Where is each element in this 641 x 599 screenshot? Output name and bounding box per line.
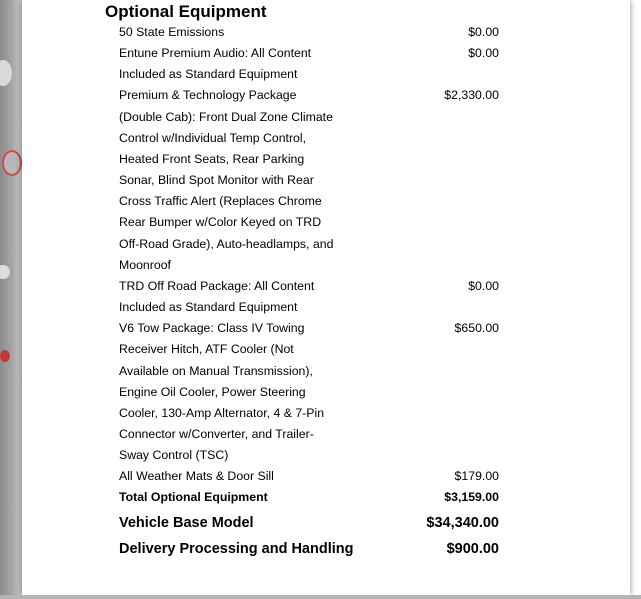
delivery-label: Delivery Processing and Handling [119, 540, 354, 557]
background-blur-shape [0, 350, 10, 362]
equipment-row [119, 276, 499, 318]
section-title: Optional Equipment [105, 2, 267, 21]
item-description: Premium & Technology Package (Double Cab): Front Dual Zone Climate Control w/Individual Temp Control, Heated Front Seats, Rear Parking Sonar, Blind Spot Monitor with Rear Cross Traffic Alert (Replaces Chrome Rear Bumper w/Color Keyed on TRD Off-Road Grade), Auto-headlamps, and Moonroof [119, 88, 334, 272]
delivery-price: $900.00 [446, 540, 499, 557]
equipment-row [119, 85, 499, 275]
item-price: $650.00 [454, 321, 499, 336]
item-price: $0.00 [468, 25, 499, 39]
equipment-row [119, 466, 499, 487]
background-app-edge [0, 0, 22, 599]
vehicle-base-label: Vehicle Base Model [119, 514, 254, 531]
equipment-row [119, 22, 499, 43]
background-blur-shape [0, 60, 12, 86]
item-description: All Weather Mats & Door Sill [119, 469, 274, 484]
window-bottom-edge [0, 595, 641, 599]
vehicle-base-row [119, 511, 499, 535]
equipment-row [119, 318, 499, 466]
item-description: V6 Tow Package: Class IV Towing Receiver Hitch, ATF Cooler (Not Available on Manual Transmission), Engine Oil Cooler, Power Steering Cooler, 130-Amp Alternator, 4 & 7-Pin Connector w/Converter, and Trailer-Sway Control (TSC) [119, 321, 325, 463]
background-blur-shape [2, 150, 22, 176]
total-optional-price: $3,159.00 [444, 490, 499, 505]
item-price: $179.00 [454, 469, 499, 484]
total-optional-row [119, 487, 499, 508]
equipment-list [119, 22, 499, 561]
equipment-row [119, 43, 499, 85]
delivery-row [119, 537, 499, 561]
document-page [22, 0, 630, 596]
total-optional-label: Total Optional Equipment [119, 490, 268, 505]
item-price: $0.00 [468, 278, 499, 293]
background-blur-shape [0, 265, 10, 279]
item-description: Entune Premium Audio: All Content Included as Standard Equipment [119, 46, 312, 82]
vehicle-base-price: $34,340.00 [426, 514, 499, 531]
item-price: $0.00 [468, 46, 499, 61]
item-description: TRD Off Road Package: All Content Included as Standard Equipment [119, 278, 315, 315]
item-description: 50 State Emissions [119, 25, 225, 39]
item-price: $2,330.00 [444, 88, 499, 103]
